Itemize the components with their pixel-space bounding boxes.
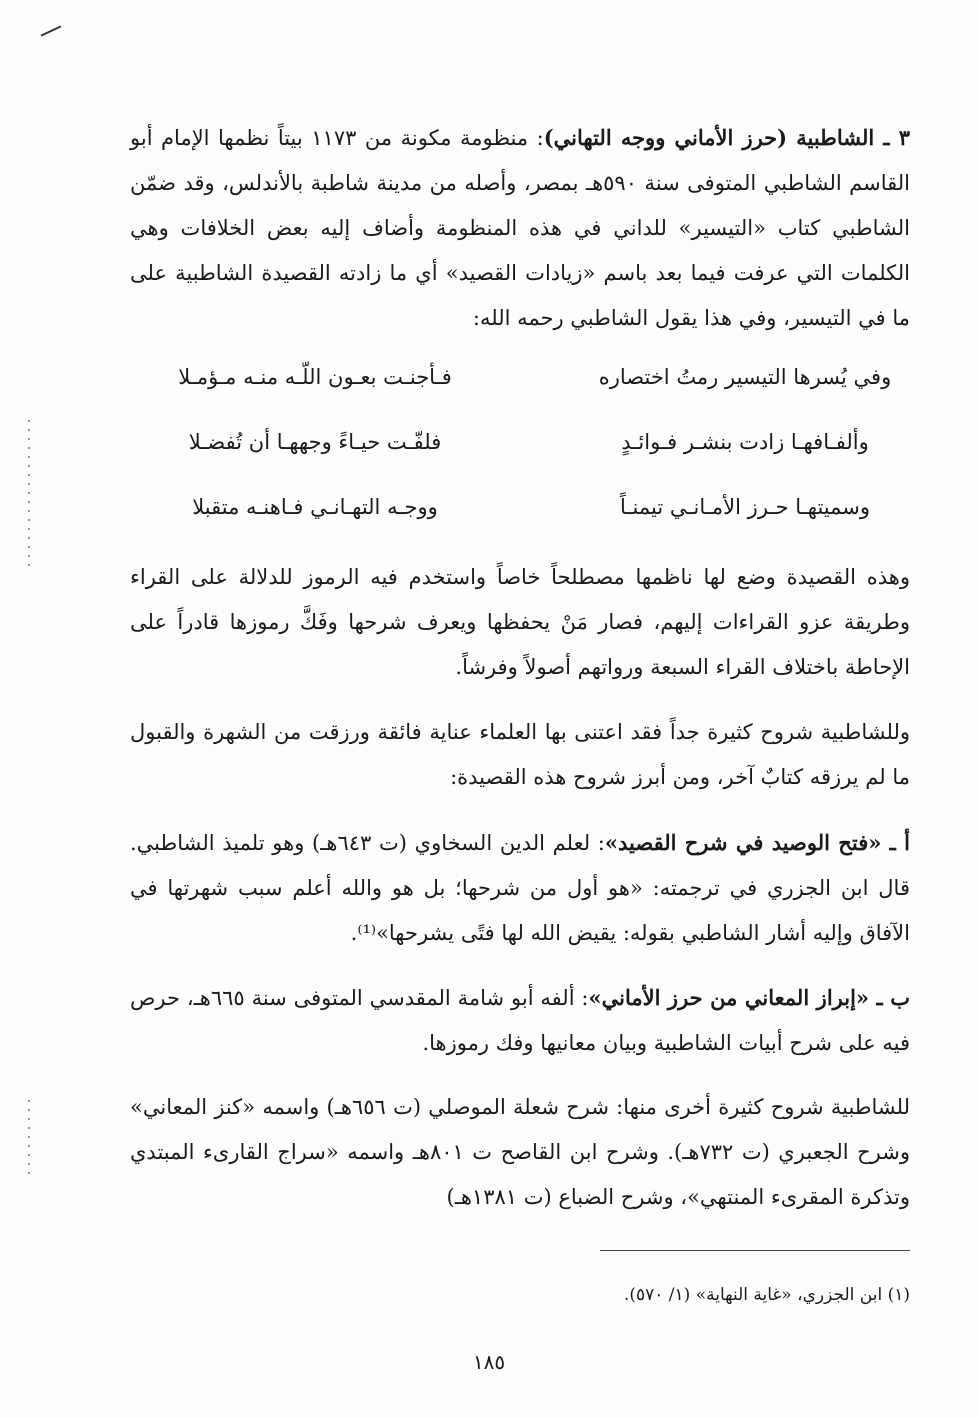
paragraph-text: وللشاطبية شروح كثيرة جداً فقد اعتنى بها العلماء عناية فائقة ورزقت من الشهرة والقبول ما لم يرزقه كتابٌ آخر، ومن أبرز شروح هذه القصيدة: <box>130 720 910 789</box>
item-heading: ب ـ «إبراز المعاني من حرز الأماني» <box>588 985 910 1010</box>
paragraph-text: وهذه القصيدة وضع لها ناظمها مصطلحاً خاصاً واستخدم فيه الرموز للدلالة على القراء وطريقة عزو القراءات إليهم، فصار مَنْ يحفظها ويعرف شرحها وفَكَّ رموزها قادراً على الإحاطة باختلاف القراء السبعة ورواتهم أصولاً وفرشاً. <box>130 565 910 679</box>
verse-first-hemistich: وفي يُسرها التيسير رمتُ اختصاره <box>598 365 892 389</box>
paragraph-commentaries <box>130 710 910 800</box>
paragraph-terminology <box>130 555 910 690</box>
paragraph-ibraz-al-maani <box>130 975 910 1066</box>
verse-first-hemistich: وألفـافهـا زادت بنشـر فـوائـدٍ <box>621 430 869 454</box>
verse-line <box>140 495 910 545</box>
margin-dots <box>28 1100 30 1180</box>
paragraph-other-commentaries <box>130 1085 910 1220</box>
margin-dots <box>28 420 30 570</box>
item-heading: أ ـ «فتح الوصيد في شرح القصيد» <box>604 830 911 855</box>
verse-first-hemistich: وسميتهـا حـرز الأمـانـي تيمنـاً <box>620 495 870 519</box>
paragraph-text: : لعلم الدين السخاوي (ت ٦٤٣هـ) وهو تلميذ الشاطبي. قال ابن الجزري في ترجمته: «هو أول من شرحها؛ بل هو والله أعلم سبب شهرتها في الآفاق وإليه أشار الشاطبي بقوله: يقيض الله لها فتًى يشرحها»⁽¹⁾. <box>130 831 910 945</box>
verse-line <box>140 430 910 480</box>
verse-second-hemistich: فـأجنـت بعـون اللّـه منـه مـؤمـلا <box>178 365 452 389</box>
page-number: ١٨٥ <box>472 1350 506 1374</box>
section-heading: ٣ ـ الشاطبية (حرز الأماني ووجه التهاني) <box>543 125 910 150</box>
paragraph-text: : منظومة مكونة من ١١٧٣ بيتاً نظمها الإمام أبو القاسم الشاطبي المتوفى سنة ٥٩٠هـ بمصر، وأصله من مدينة شاطبة بالأندلس، وقد ضمّن الشاطبي كتاب «التيسير» للداني في هذه المنظومة وأضاف إليه بعض الخلافات وهي الكلمات التي عرفت فيما بعد باسم «زيادات القصيد» أي ما زادته القصيدة الشاطبية على ما في التيسير، وفي هذا يقول الشاطبي رحمه الله: <box>130 126 910 330</box>
verse-second-hemistich: فلفّـت حيـاءً وجههـا أن تُفضـلا <box>188 430 442 454</box>
pen-mark <box>41 25 62 36</box>
paragraph-text: : ألفه أبو شامة المقدسي المتوفى سنة ٦٦٥هـ، حرص فيه على شرح أبيات الشاطبية وبيان معانيها وفك رموزها. <box>130 986 910 1055</box>
paragraph-text: للشاطبية شروح كثيرة أخرى منها: شرح شعلة الموصلي (ت ٦٥٦هـ) واسمه «كنز المعاني» وشرح الجعبري (ت ٧٣٢هـ). وشرح ابن القاصح ت ٨٠١هـ واسمه «سراج القارىء المبتدي وتذكرة المقرىء المنتهي»، وشرح الضباع (ت ١٣٨١هـ) <box>130 1095 910 1209</box>
footnote: (١) ابن الجزري، «غاية النهاية» (١/ ٥٧٠). <box>623 1285 910 1305</box>
footnote-separator <box>600 1250 910 1251</box>
paragraph-fath-al-wasid <box>130 820 910 956</box>
paragraph-shatibiyya <box>130 115 910 341</box>
verse-line <box>140 365 910 415</box>
verse-second-hemistich: ووجـه التهـانـي فـاهنـه متقبلا <box>192 495 438 519</box>
